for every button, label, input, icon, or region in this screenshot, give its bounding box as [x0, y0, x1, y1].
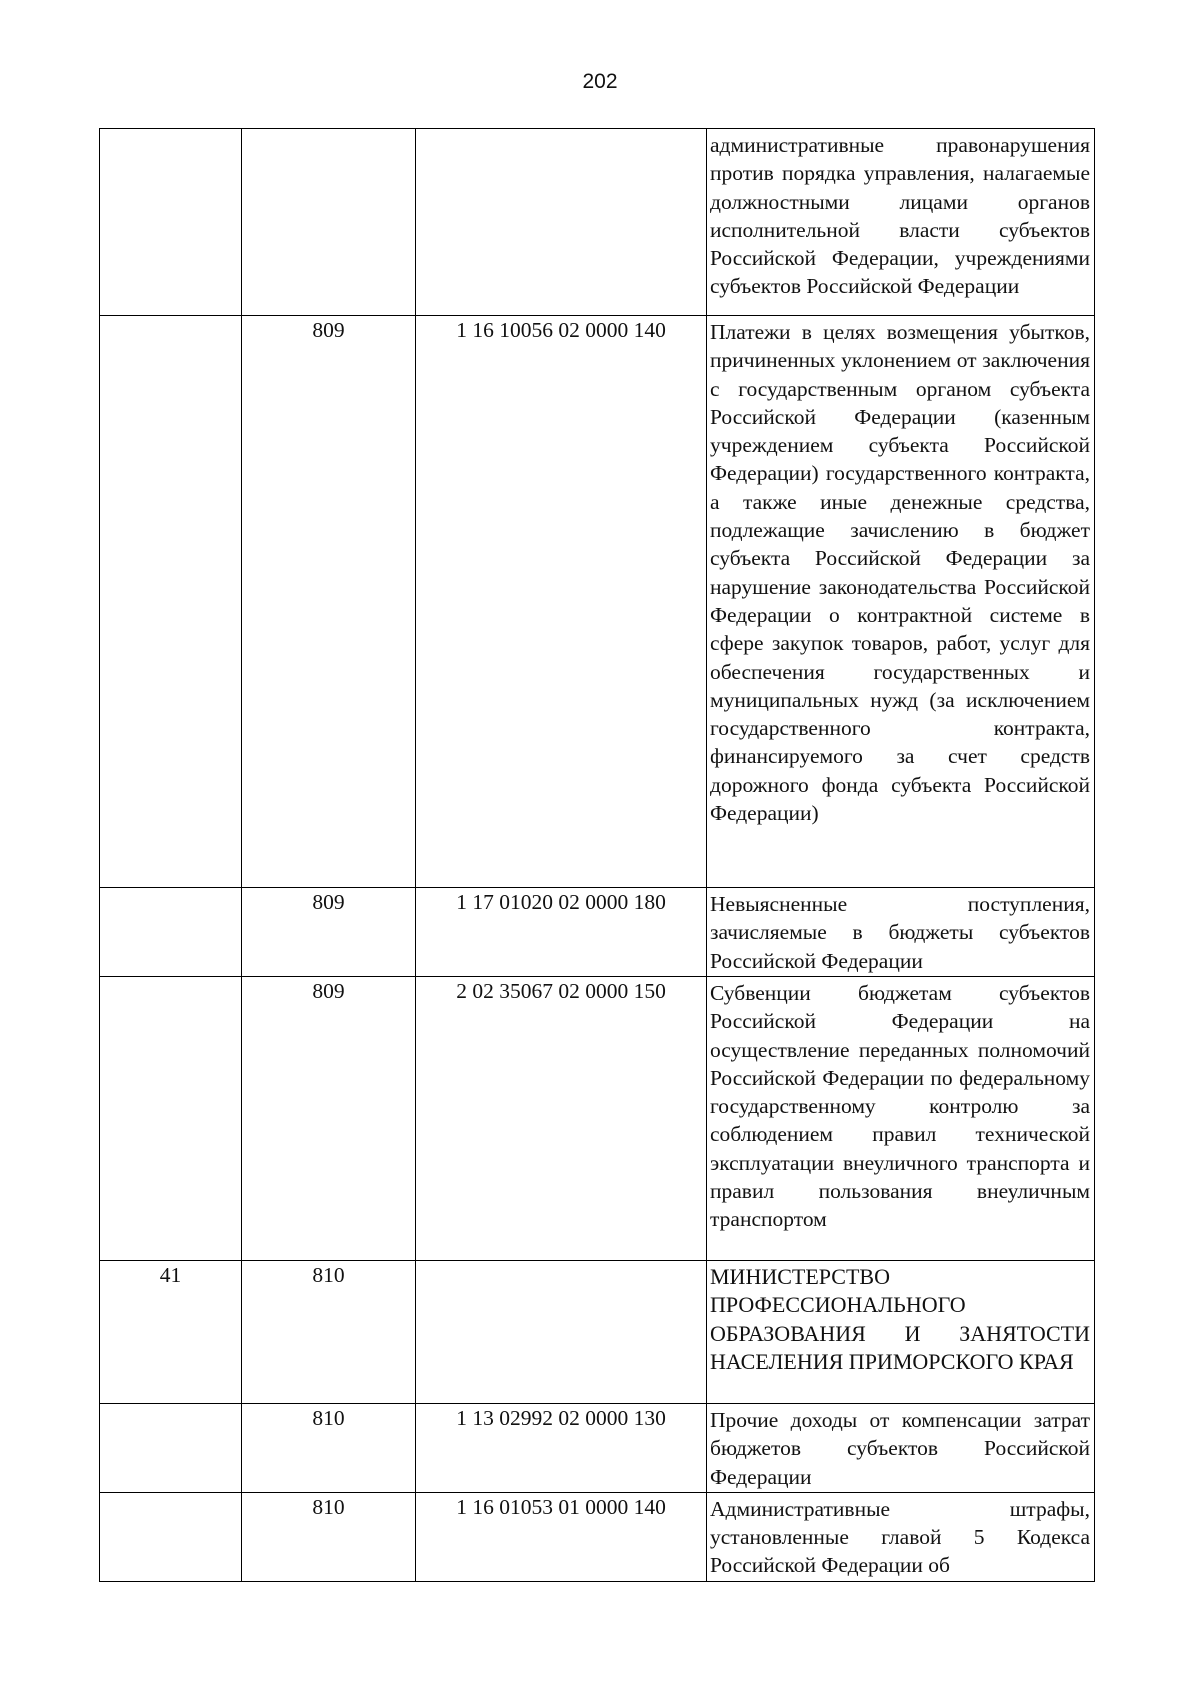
revenue-code-cell: 1 13 02992 02 0000 130 — [416, 1404, 707, 1493]
table-row — [100, 1404, 1095, 1493]
description-cell: Прочие доходы от компенсации затрат бюджетов субъектов Российской Федерации — [707, 1404, 1095, 1493]
table-row — [100, 888, 1095, 977]
table-row — [100, 977, 1095, 1261]
table-row — [100, 1261, 1095, 1404]
row-number-cell — [100, 129, 242, 316]
revenue-code-cell: 1 16 01053 01 0000 140 — [416, 1492, 707, 1581]
page-number: 202 — [582, 70, 618, 93]
revenue-code-cell — [416, 129, 707, 316]
row-number-cell — [100, 316, 242, 888]
revenue-code-cell: 1 16 10056 02 0000 140 — [416, 316, 707, 888]
description-cell: Платежи в целях возмещения убытков, причиненных уклонением от заключения с государственным органом субъекта Российской Федерации (казенным учреждением субъекта Российской Федерации) государственного контракта, а также иные денежные средства, подлежащие зачислению в бюджет субъекта Российской Федерации за нарушение законодательства Российской Федерации о контрактной системе в сфере закупок товаров, работ, услуг для обеспечения государственных и муниципальных нужд (за исключением государственного контракта, финансируемого за счет средств дорожного фонда субъекта Российской Федерации) — [707, 316, 1095, 888]
row-number-cell — [100, 1492, 242, 1581]
row-number-cell — [100, 1404, 242, 1493]
administrator-code-cell: 809 — [242, 977, 416, 1261]
administrator-code-cell: 810 — [242, 1492, 416, 1581]
revenue-code-cell — [416, 1261, 707, 1404]
row-number-cell: 41 — [100, 1261, 242, 1404]
row-number-cell — [100, 888, 242, 977]
table-row — [100, 316, 1095, 888]
description-cell: Субвенции бюджетам субъектов Российской Федерации на осуществление переданных полномочий Российской Федерации по федеральному государственному контролю за соблюдением правил технической эксплуатации внеуличного транспорта и правил пользования внеуличным транспортом — [707, 977, 1095, 1261]
description-cell: Невыясненные поступления, зачисляемые в бюджеты субъектов Российской Федерации — [707, 888, 1095, 977]
revenue-code-cell: 2 02 35067 02 0000 150 — [416, 977, 707, 1261]
revenue-code-cell: 1 17 01020 02 0000 180 — [416, 888, 707, 977]
ministry-name-cell: МИНИСТЕРСТВО ПРОФЕССИОНАЛЬНОГО ОБРАЗОВАНИЯ И ЗАНЯТОСТИ НАСЕЛЕНИЯ ПРИМОРСКОГО КРАЯ — [707, 1261, 1095, 1404]
budget-revenue-table — [99, 128, 1095, 1582]
administrator-code-cell — [242, 129, 416, 316]
administrator-code-cell: 809 — [242, 888, 416, 977]
description-cell: административные правонарушения против порядка управления, налагаемые должностными лицами органов исполнительной власти субъектов Российской Федерации, учреждениями субъектов Российской Федерации — [707, 129, 1095, 316]
table-row — [100, 129, 1095, 316]
administrator-code-cell: 809 — [242, 316, 416, 888]
description-cell: Административные штрафы, установленные главой 5 Кодекса Российской Федерации об — [707, 1492, 1095, 1581]
administrator-code-cell: 810 — [242, 1261, 416, 1404]
table-row — [100, 1492, 1095, 1581]
administrator-code-cell: 810 — [242, 1404, 416, 1493]
row-number-cell — [100, 977, 242, 1261]
